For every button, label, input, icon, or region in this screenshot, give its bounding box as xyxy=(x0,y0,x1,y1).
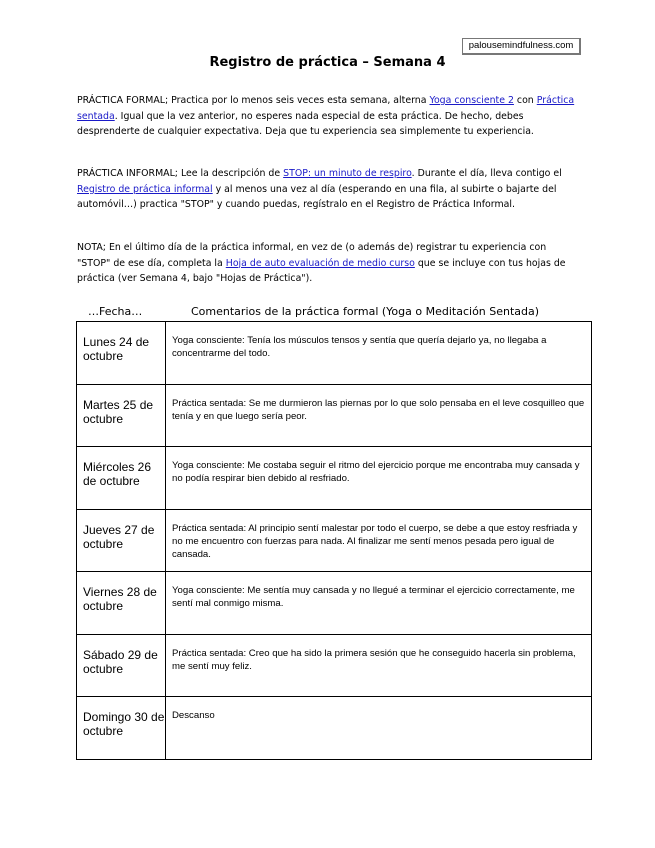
note-text-2: que se incluye con tus hojas de práctica (ver Semana 4, bajo "Hojas de Práctica"). xyxy=(77,257,566,285)
link-practica-sentada[interactable]: Práctica sentada xyxy=(77,95,575,122)
table-row xyxy=(77,634,592,697)
row-comment: Yoga consciente: Me sentía muy cansada y no llegué a terminar el ejercicio correctamente, me sentí mal conmigo misma. xyxy=(166,572,592,635)
formal-text-3: . Igual que la vez anterior, no esperes nada especial de esta práctica. De hecho, debes desprenderte de cualquier expectativa. Deja que tu experiencia sea simplemente tu experiencia. xyxy=(77,110,534,138)
link-yoga-consciente-2[interactable]: Yoga consciente 2 xyxy=(429,95,514,106)
site-label: palousemindfulness.com xyxy=(462,38,581,55)
table-row xyxy=(77,384,592,447)
row-date: Lunes 24 de octubre xyxy=(77,322,166,385)
row-date: Martes 25 de octubre xyxy=(77,384,166,447)
informal-text-1: Lee la descripción de xyxy=(177,168,284,179)
table-row xyxy=(77,509,592,572)
date-column-header: …Fecha… xyxy=(88,305,143,318)
row-date: Sábado 29 de octubre xyxy=(77,634,166,697)
link-stop-respiro[interactable]: STOP: un minuto de respiro xyxy=(283,168,412,179)
note-text-1: En el último día de la práctica informal, en vez de (o además de) registrar tu experiencia con "STOP" de ese día, completa la xyxy=(77,242,547,269)
row-comment: Yoga consciente: Me costaba seguir el ritmo del ejercicio porque me encontraba muy cansada y no podía respirar bien debido al resfriado. xyxy=(166,447,592,510)
table-row xyxy=(77,697,592,760)
note-label: NOTA; xyxy=(77,242,106,253)
formal-practice-paragraph xyxy=(77,93,582,140)
comment-column-header: Comentarios de la práctica formal (Yoga o Meditación Sentada) xyxy=(191,305,540,318)
page-title: Registro de práctica – Semana 4 xyxy=(209,55,446,70)
table-row xyxy=(77,447,592,510)
informal-practice-paragraph xyxy=(77,166,582,213)
practice-log-table xyxy=(76,321,592,760)
link-registro-informal[interactable]: Registro de práctica informal xyxy=(77,183,213,195)
row-comment: Práctica sentada: Se me durmieron las piernas por lo que solo pensaba en el leve cosquilleo que tenía y en que luego sería peor. xyxy=(166,384,592,447)
row-date: Domingo 30 de octubre xyxy=(77,697,166,760)
formal-text-1: Practica por lo menos seis veces esta semana, alterna xyxy=(168,95,430,106)
row-date: Miércoles 26 de octubre xyxy=(77,447,166,510)
formal-text-2: con xyxy=(513,95,537,106)
row-comment: Yoga consciente: Tenía los músculos tensos y sentía que quería dejarlo ya, no llegaba a concentrarme del todo. xyxy=(166,322,592,385)
row-comment: Práctica sentada: Creo que ha sido la primera sesión que he conseguido hacerla sin problema, me sentí muy feliz. xyxy=(166,634,592,697)
row-date: Viernes 28 de octubre xyxy=(77,572,166,635)
row-comment: Práctica sentada: Al principio sentí malestar por todo el cuerpo, se debe a que estoy resfriada y no me encuentro con fuerzas para nada. Al finalizar me sentí menos pesada pero igual de cansada. xyxy=(166,509,592,572)
informal-text-3: y al menos una vez al día (esperando en una fila, al subirte o bajarte del automóvil…) practica "STOP" y cuando puedas, regístralo en el Registro de Práctica Informal. xyxy=(77,183,557,211)
row-comment: Descanso xyxy=(166,697,592,760)
informal-text-2: . Durante el día, lleva contigo el xyxy=(411,168,562,179)
note-paragraph xyxy=(77,240,582,287)
table-row xyxy=(77,322,592,385)
informal-label: PRÁCTICA INFORMAL; xyxy=(77,168,178,179)
link-hoja-auto-evaluacion[interactable]: Hoja de auto evaluación de medio curso xyxy=(225,257,415,269)
row-date: Jueves 27 de octubre xyxy=(77,509,166,572)
formal-label: PRÁCTICA FORMAL; xyxy=(77,95,169,106)
table-row xyxy=(77,572,592,635)
